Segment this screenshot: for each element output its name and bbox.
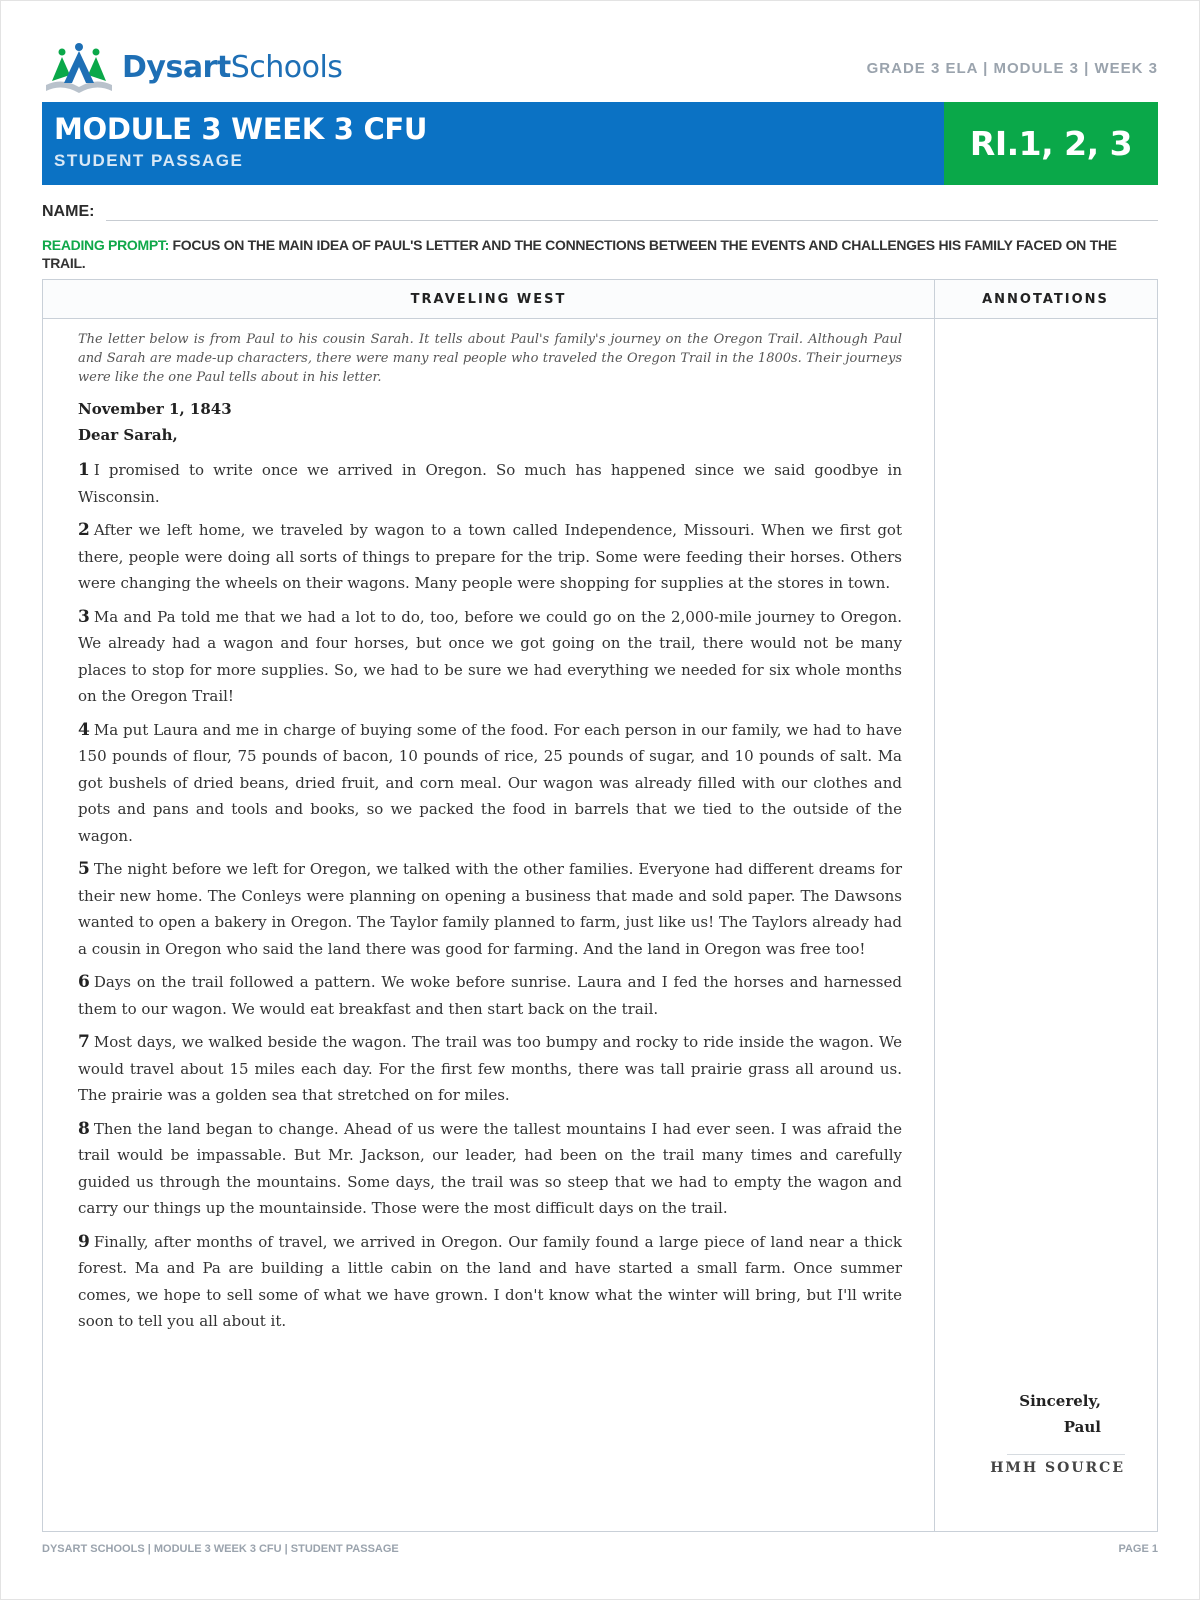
paragraph-number: 3: [78, 606, 90, 627]
paragraph-number: 1: [78, 460, 90, 480]
annotations-column-heading: ANNOTATIONS: [934, 280, 1157, 319]
paragraph-text: Most days, we walked beside the wagon. The trail was too bumpy and rocky to ride inside the wagon. We would travel about 15 miles each day. For the first few months, there was tall prairie grass all around us. The prairie was a golden sea that stretched on for miles.: [78, 1033, 902, 1104]
banner-title-block: [42, 102, 944, 185]
letter-signature: Paul: [1063, 1418, 1101, 1436]
page-title: MODULE 3 WEEK 3 CFU: [54, 112, 428, 146]
source-credit: HMH SOURCE: [990, 1460, 1125, 1476]
paragraph-number: 6: [78, 972, 90, 992]
paragraph-5: [78, 856, 902, 962]
letter-greeting: Dear Sarah,: [78, 426, 178, 444]
logo-schools-text: Schools: [230, 50, 343, 85]
reading-prompt: [42, 236, 1158, 272]
letter-signoff: [1019, 1388, 1101, 1440]
paragraph-3: [78, 604, 902, 710]
paragraph-text: The night before we left for Oregon, we talked with the other families. Everyone had different dreams for their new home. The Conleys were planning on opening a business that made and sold paper. The Dawsons wanted to open a bakery in Oregon. The Taylor family planned to farm, just like us! The Taylors already had a cousin in Oregon who said the land there was good for farming. And the land in Oregon was free too!: [78, 860, 902, 958]
paragraph-number: 2: [78, 520, 90, 540]
page-subtitle: STUDENT PASSAGE: [54, 150, 244, 170]
dysart-logo: [42, 40, 342, 96]
paragraph-1: [78, 457, 902, 510]
paragraph-text: Ma and Pa told me that we had a lot to do, too, before we could go on the 2,000-mile journey to Oregon. We already had a wagon and four horses, but once we got going on the trail, there would not be many places to stop for more supplies. So, we had to be sure we had everything we needed for six whole months on the Oregon Trail!: [78, 607, 902, 705]
paragraph-number: 5: [78, 859, 90, 879]
reading-prompt-label: READING PROMPT:: [42, 237, 169, 253]
paragraph-8: [78, 1116, 902, 1222]
name-row: [42, 200, 1158, 221]
paragraph-6: [78, 969, 902, 1022]
letter-closing: Sincerely,: [1019, 1392, 1101, 1410]
grade-module-week-tag: GRADE 3 ELA | MODULE 3 | WEEK 3: [866, 60, 1158, 77]
standards-label: RI.1, 2, 3: [969, 124, 1133, 163]
logo-dysart-text: Dysart: [122, 50, 231, 85]
paragraph-number: 7: [78, 1032, 90, 1052]
letter-date: November 1, 1843: [78, 400, 232, 418]
paragraph-text: Finally, after months of travel, we arrived in Oregon. Our family found a large piece of land near a thick forest. Ma and Pa are building a little cabin on the land and have started a small farm. Once summer comes, we hope to sell some of what we have grown. I don't know what the winter will bring, but I'll write soon to tell you all about it.: [78, 1232, 902, 1330]
column-divider: [934, 280, 935, 1531]
paragraph-7: [78, 1029, 902, 1109]
passage-table: [42, 279, 1158, 1532]
page-number: PAGE 1: [1118, 1543, 1158, 1555]
name-label: NAME:: [42, 203, 95, 220]
title-banner: [42, 102, 1158, 185]
name-input-line[interactable]: [106, 200, 1158, 221]
reading-prompt-text: FOCUS ON THE MAIN IDEA OF PAUL'S LETTER AND THE CONNECTIONS BETWEEN THE EVENTS AND CHALLENGES HIS FAMILY FACED ON THE TRAIL.: [42, 237, 1117, 272]
standards-block: [944, 102, 1158, 185]
paragraph-text: After we left home, we traveled by wagon to a town called Independence, Missouri. When we first got there, people were doing all sorts of things to prepare for the trip. Some were feeding their horses. Others were changing the wheels on their wagons. Many people were shopping for supplies at the stores in town.: [78, 521, 902, 592]
paragraph-text: Then the land began to change. Ahead of us were the tallest mountains I had ever seen. I was afraid the trail would be impassable. But Mr. Jackson, our leader, had been on the trail many times and carefully guided us through the mountains. Some days, the trail was so steep that we had to empty the wagon and carry our things up the mountainside. Those were the most difficult days on the trail.: [78, 1119, 902, 1217]
paragraph-number: 4: [78, 719, 90, 740]
paragraph-4: [78, 717, 902, 850]
logo-wordmark: [122, 50, 343, 85]
book-people-icon: [42, 41, 116, 95]
passage-intro: The letter below is from Paul to his cousin Sarah. It tells about Paul's family's journey on the Oregon Trail. Although Paul and Sarah are made-up characters, there were many real people who traveled the Oregon Trail in the 1800s. Their journeys were like the one Paul tells about in his letter.: [78, 332, 902, 385]
passage-body: [78, 330, 902, 1342]
paragraph-number: 8: [78, 1118, 90, 1139]
paragraph-text: Ma put Laura and me in charge of buying some of the food. For each person in our family, we had to have 150 pounds of flour, 75 pounds of bacon, 10 pounds of rice, 25 pounds of sugar, and 10 pounds of salt. Ma got bushels of dried beans, dried fruit, and corn meal. Our wagon was already filled with our clothes and pots and pans and tools and books, so we packed the food in barrels that we tied to the outside of the wagon.: [78, 720, 902, 845]
footer-label: DYSART SCHOOLS | MODULE 3 WEEK 3 CFU | STUDENT PASSAGE: [42, 1543, 399, 1555]
paragraph-text: I promised to write once we arrived in Oregon. So much has happened since we said goodbye in Wisconsin.: [78, 461, 902, 506]
source-divider: [1007, 1454, 1125, 1455]
paragraph-number: 9: [78, 1231, 90, 1252]
paragraph-9: [78, 1229, 902, 1335]
passage-column-heading: TRAVELING WEST: [43, 280, 934, 319]
paragraph-2: [78, 517, 902, 597]
paragraph-text: Days on the trail followed a pattern. We woke before sunrise. Laura and I fed the horses and harnessed them to our wagon. We would eat breakfast and then start back on the trail.: [78, 973, 902, 1018]
